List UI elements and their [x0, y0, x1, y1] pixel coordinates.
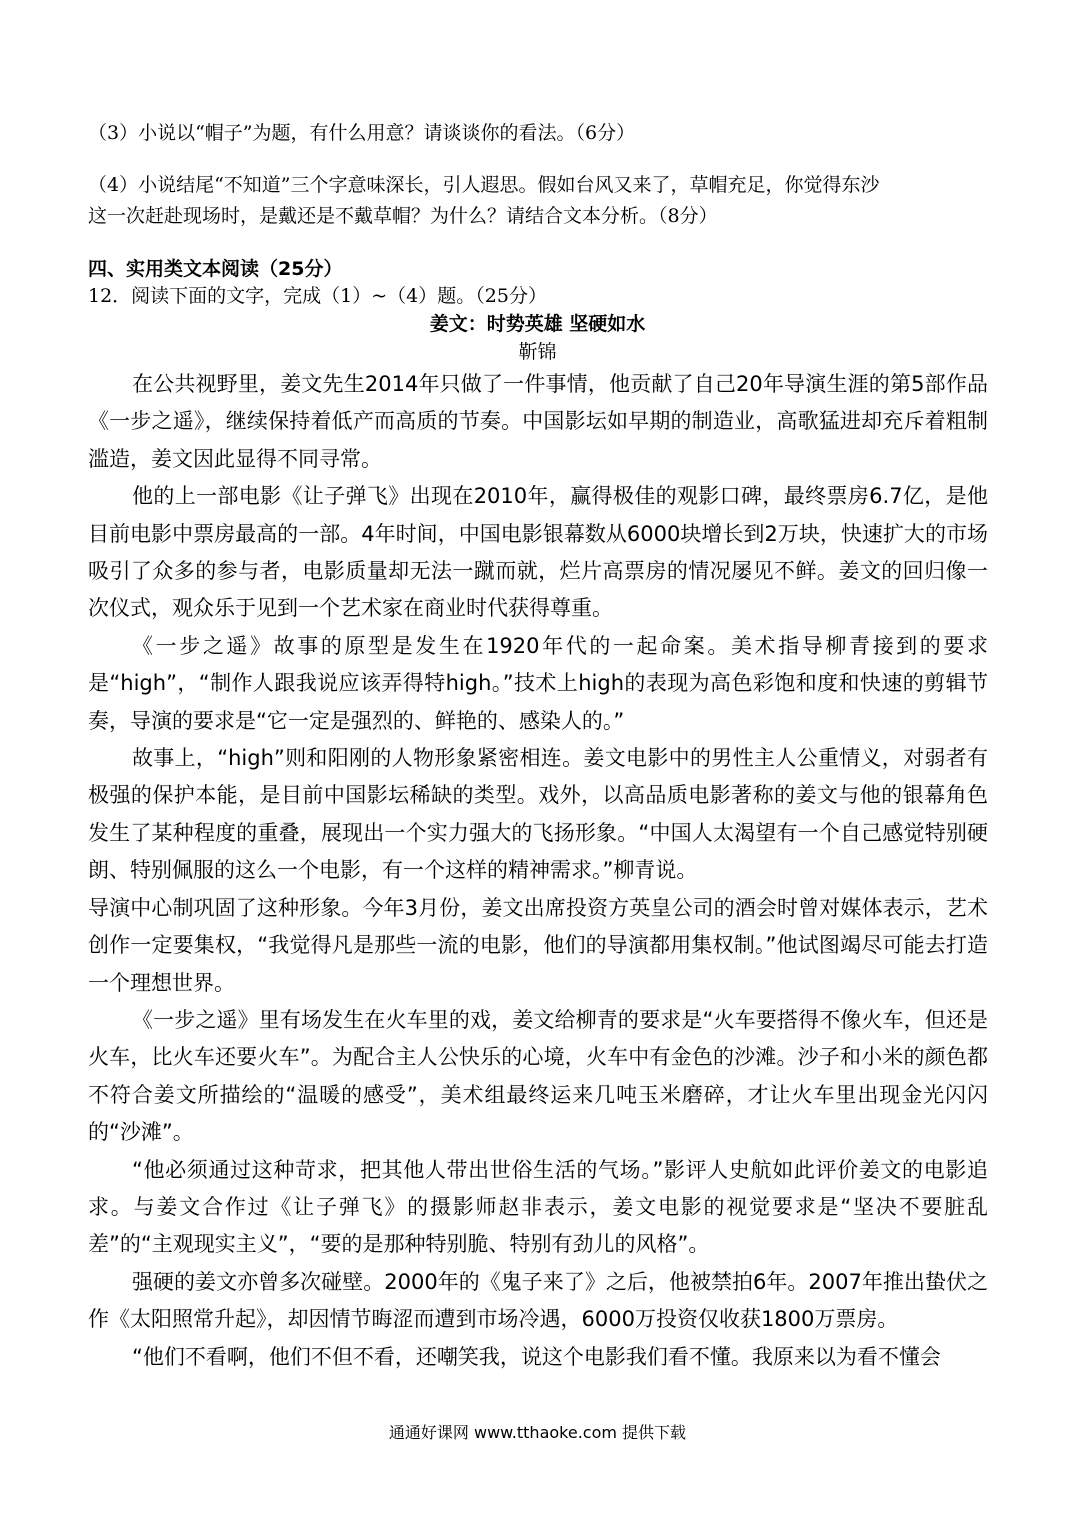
- article-body: [88, 366, 988, 1376]
- article-paragraph: “他们不看啊，他们不但不看，还嘲笑我，说这个电影我们看不懂。我原来以为看不懂会: [132, 1344, 941, 1369]
- article-title: 姜文：时势英雄 坚硬如水: [429, 313, 646, 335]
- article-paragraph: 他的上一部电影《让子弹飞》出现在2010年，赢得极佳的观影口碑，最终票房6.7亿，是他目前电影中票房最高的一部。4年时间，中国电影银幕数从6000块增长到2万块，快速扩大的市场吸引了众多的参与者，电影质量却无法一蹴而就，烂片高票房的情况屡见不鲜。姜文的回归像一次仪式，观众乐于见到一个艺术家在商业时代获得尊重。: [88, 484, 988, 621]
- question-4-line-1: （4）小说结尾“不知道”三个字意味深长，引人遐思。假如台风又来了，草帽充足，你觉得东沙: [88, 174, 880, 196]
- question-12-instruction: 12．阅读下面的文字，完成（1）~（4）题。（25分）: [88, 285, 547, 307]
- page-footer: 通通好课网 www.tthaoke.com 提供下载: [388, 1423, 687, 1442]
- article-paragraph: “他必须通过这种苛求，把其他人带出世俗生活的气场。”影评人史航如此评价姜文的电影追求。与姜文合作过《让子弹飞》的摄影师赵非表示，姜文电影的视觉要求是“坚决不要脏乱差”的“主观现实主义”，“要的是那种特别脆、特别有劲儿的风格”。: [88, 1157, 988, 1257]
- article-paragraph: 在公共视野里，姜文先生2014年只做了一件事情，他贡献了自己20年导演生涯的第5部作品《一步之遥》，继续保持着低产而高质的节奏。中国影坛如早期的制造业，高歌猛进却充斥着粗制滥造，姜文因此显得不同寻常。: [88, 372, 988, 471]
- question-3: （3）小说以“帽子”为题，有什么用意？请谈谈你的看法。（6分）: [88, 122, 636, 144]
- article-paragraph: 强硬的姜文亦曾多次碰壁。2000年的《鬼子来了》之后，他被禁拍6年。2007年推出蛰伏之作《太阳照常升起》，却因情节晦涩而遭到市场冷遇，6000万投资仅收获1800万票房。: [88, 1269, 988, 1332]
- section-heading: 四、实用类文本阅读（25分）: [88, 258, 343, 280]
- article-paragraph: 导演中心制巩固了这种形象。今年3月份，姜文出席投资方英皇公司的酒会时曾对媒体表示，艺术创作一定要集权，“我觉得凡是那些一流的电影，他们的导演都用集权制。”他试图竭尽可能去打造一个理想世界。: [88, 895, 988, 995]
- question-4-line-2: 这一次赶赴现场时，是戴还是不戴草帽？为什么？请结合文本分析。（8分）: [88, 205, 718, 227]
- article-author: 靳锦: [518, 341, 557, 363]
- article-paragraph: 《一步之遥》里有场发生在火车里的戏，姜文给柳青的要求是“火车要搭得不像火车，但还是火车，比火车还要火车”。为配合主人公快乐的心境，火车中有金色的沙滩。沙子和小米的颜色都不符合姜文所描绘的“温暖的感受”，美术组最终运来几吨玉米磨碎，才让火车里出现金光闪闪的“沙滩”。: [88, 1007, 988, 1145]
- article-paragraph: 故事上，“high”则和阳刚的人物形象紧密相连。姜文电影中的男性主人公重情义，对弱者有极强的保护本能，是目前中国影坛稀缺的类型。戏外，以高品质电影著称的姜文与他的银幕角色发生了某种程度的重叠，展现出一个实力强大的飞扬形象。“中国人太渴望有一个自己感觉特别硬朗、特别佩服的这么一个电影，有一个这样的精神需求。”柳青说。: [88, 746, 988, 883]
- article-paragraph: 《一步之遥》故事的原型是发生在1920年代的一起命案。美术指导柳青接到的要求是“high”，“制作人跟我说应该弄得特high。”技术上high的表现为高色彩饱和度和快速的剪辑节奏，导演的要求是“它一定是强烈的、鲜艳的、感染人的。”: [88, 633, 988, 733]
